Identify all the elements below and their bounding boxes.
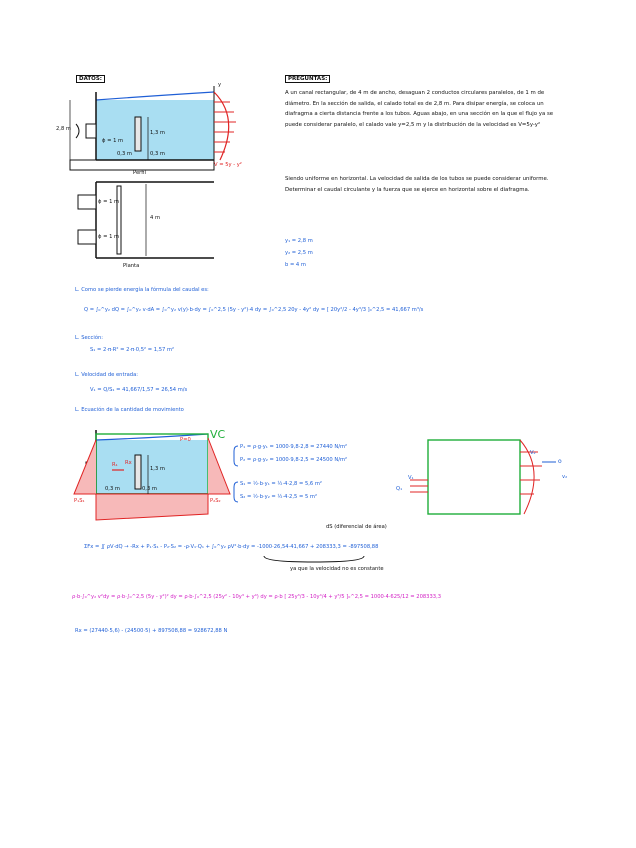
label-y-axis: y: [218, 82, 222, 88]
diaphragm: [135, 117, 141, 151]
plan-width: 4 m: [150, 215, 161, 221]
result-eq: Rx = (27440·5,6) - (24500·5) + 897508,88 = 928672,88 N: [75, 628, 228, 634]
label-h-total: 2,8 m: [56, 126, 71, 132]
cv-diaphragm: [135, 455, 141, 489]
vc-label: VC: [210, 428, 226, 441]
cv-box: [428, 440, 520, 514]
step2-title: L. Sección:: [75, 335, 104, 341]
cv-f1: P₁S₁: [74, 498, 85, 504]
cv-h-gate: 1,3 m: [150, 466, 165, 472]
plan-diam-1: ϕ = 1 m: [98, 199, 120, 205]
label-gap2: 0,3 m: [150, 151, 165, 157]
plan-pipe-2: [78, 230, 96, 244]
step2-eq: S₁ = 2·π·R² = 2·π·0,5² = 1,57 m²: [90, 347, 175, 353]
label-vel-dist: V = 5y - y²: [214, 162, 242, 168]
pressure-bottom: [96, 494, 208, 520]
label-diam: ϕ = 1 m: [102, 138, 124, 144]
momentum-eq: ΣFx = ∬ ρV·dQ → -Rx + P₁·S₁ - P₂·S₂ = -ρ·V₁·Q₁ + ∫₀^y₂ ρV²·b·dy = -1000·26,54·41,667 + 208333,3 = -897508,88: [84, 544, 379, 550]
given-y1: y₁ = 2,8 m: [285, 238, 313, 244]
pressure-right: [208, 438, 230, 494]
plan-diaphragm: [117, 186, 121, 254]
cv-p0: P=0: [180, 437, 191, 443]
pipe-break: [76, 124, 79, 138]
cv-v1: V₁: [408, 475, 414, 481]
profile-figure: [70, 86, 236, 170]
planta-label: Planta: [123, 263, 140, 269]
cv-f2: P₂S₂: [210, 498, 221, 504]
label-gap1: 0,3 m: [117, 151, 132, 157]
cv-o: o: [558, 458, 562, 465]
integral-eq: ρ·b·∫₀^y₂ v²dy = ρ·b·∫₀^2,5 (5y - y²)² dy = ρ·b·∫₀^2,5 (25y² - 10y³ + y⁴) dy = ρ·b [ 25y³/3 - 10y⁴/4 + y⁵/5 ]₀^2,5 = 1000·4·625/12 = 208333,3: [72, 594, 442, 600]
label-h-gate: 1,3 m: [150, 130, 165, 136]
cv-gap1: 0,3 m: [105, 486, 120, 492]
vel-note: ya que la velocidad no es constante: [290, 566, 384, 572]
p1-eq: P₁ = ρ·g·y₁ = 1000·9,8·2,8 = 27440 N/m²: [240, 444, 348, 450]
underbrace: [264, 556, 364, 562]
cv-gap2: 0,3 m: [142, 486, 157, 492]
brace-s: [234, 482, 238, 502]
datos-label: DATOS:: [76, 75, 105, 83]
brace-p: [234, 446, 238, 466]
preguntas-label: PREGUNTAS:: [285, 75, 330, 83]
cv-surface: [96, 434, 208, 440]
floor-block: [70, 160, 214, 170]
cv-r1: R₁: [112, 462, 118, 468]
plan-diam-2: ϕ = 1 m: [98, 234, 120, 240]
perfil-label: Perfil: [133, 170, 146, 176]
ds-note: dS (diferencial de área): [326, 524, 387, 530]
step4-title: L. Ecuación de la cantidad de movimiento: [75, 407, 184, 413]
pipe-outlet: [86, 124, 96, 138]
step3-title: L. Velocidad de entrada:: [75, 372, 139, 378]
s1-eq: S₁ = ½·b·y₁ = ½·4·2,8 = 5,6 m²: [240, 481, 322, 487]
step1-eq: Q = ∫₀^y₂ dQ = ∫₀^y₂ v·dA = ∫₀^y₂ v(y)·b·dy = ∫₀^2,5 (5y - y²)·4 dy = ∫₀^2,5 20y - 4y² dy = [ 20y²/2 - 4y³/3 ]₀^2,5 = 41,667 m³/s: [84, 307, 424, 313]
problem-text: A un canal rectangular, de 4 m de ancho, desaguan 2 conductos circulares paralelos, de 1 m de diámetro. En la sección de salida, el calado total es de 2,8 m. Para disipar energía, se coloca un diafragma a cierta distancia frente a los tubos. Aguas abajo, en una sección en la que el flujo ya se puede considerar paralelo, el calado vale y=2,5 m y la distribución de la velocidad es V=5y-y²: [285, 90, 554, 128]
given-b: b = 4 m: [285, 262, 306, 268]
problem-text-2: Siendo uniforme en horizontal. La velocidad de salida de los tubos se puede considerar uniforme. Determinar el caudal circulante y la fuerza que se ejerce en horizontal sobre el diafragma.: [285, 176, 549, 193]
cv-v2b: v₂: [562, 474, 568, 480]
cv-v2: V₂: [530, 450, 536, 456]
p2-eq: P₂ = ρ·g·y₂ = 1000·9,8·2,5 = 24500 N/m²: [240, 457, 348, 463]
cv-rx: Rx: [125, 460, 132, 466]
step1-title: L. Como se pierde energía la fórmula del caudal es:: [75, 287, 209, 293]
water-surface: [96, 92, 214, 100]
cv-q1: Q₁: [396, 486, 403, 492]
plan-figure: [78, 182, 214, 258]
given-y2: y₂ = 2,5 m: [285, 250, 313, 256]
plan-pipe-1: [78, 195, 96, 209]
pressure-left: [74, 440, 96, 494]
s2-eq: S₂ = ½·b·y₂ = ½·4·2,5 = 5 m²: [240, 494, 318, 500]
step3-eq: V₁ = Q/S₁ = 41,667/1,57 = 26,54 m/s: [90, 387, 188, 393]
